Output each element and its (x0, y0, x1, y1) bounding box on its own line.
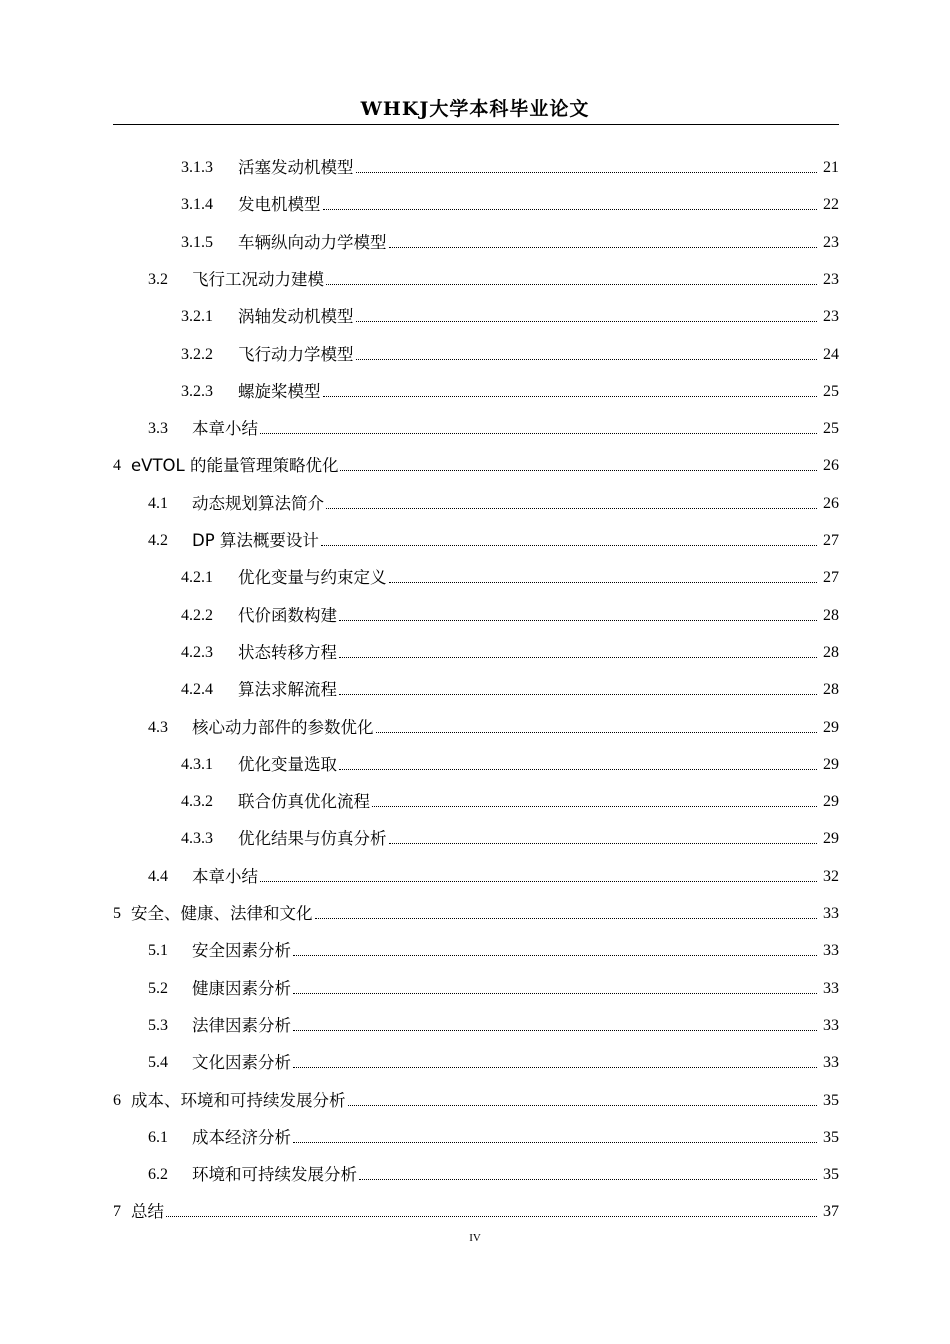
toc-dot-leader (339, 768, 817, 770)
toc-dot-leader (315, 917, 818, 919)
toc-entry-page: 25 (823, 382, 839, 400)
toc-entry-page: 23 (823, 233, 839, 251)
toc-entry-title: 状态转移方程 (238, 642, 337, 662)
toc-entry-title: 涡轴发动机模型 (238, 307, 354, 327)
toc-entry[interactable] (148, 1148, 839, 1185)
toc-entry-number: 7 (113, 1203, 121, 1221)
toc-entry-title: 飞行动力学模型 (238, 344, 354, 364)
toc-dot-leader (376, 731, 818, 733)
toc-entry-page: 21 (823, 159, 839, 176)
toc-entry[interactable] (181, 626, 839, 663)
toc-entry-title: 联合仿真优化流程 (238, 792, 370, 812)
toc-entry[interactable] (181, 551, 839, 588)
toc-entry-title: 车辆纵向动力学模型 (238, 232, 387, 252)
toc-entry-number: 6.2 (148, 1166, 168, 1184)
toc-entry-page: 27 (823, 532, 839, 549)
toc-entry-page: 26 (823, 457, 839, 475)
toc-entry-title: 本章小结 (192, 419, 258, 439)
toc-entry[interactable] (181, 141, 839, 178)
toc-entry-page: 29 (823, 793, 839, 811)
toc-dot-leader (389, 246, 818, 248)
toc-entry[interactable] (181, 775, 839, 812)
toc-entry[interactable] (148, 1111, 839, 1148)
toc-entry-page: 23 (823, 308, 839, 326)
toc-entry[interactable] (148, 701, 839, 738)
toc-entry-title: 核心动力部件的参数优化 (192, 717, 374, 737)
toc-entry-number: 6.1 (148, 1128, 168, 1146)
toc-entry-number: 4.2.2 (181, 606, 213, 624)
toc-entry-number: 4.2.3 (181, 643, 213, 661)
toc-entry-page: 33 (823, 1016, 839, 1034)
toc-entry[interactable] (181, 663, 839, 700)
toc-entry[interactable] (181, 328, 839, 365)
toc-dot-leader (356, 171, 818, 173)
toc-entry-title: 成本经济分析 (192, 1127, 291, 1147)
toc-entry-number: 5.2 (148, 979, 168, 997)
toc-entry[interactable] (113, 1074, 839, 1111)
toc-entry[interactable] (148, 1036, 839, 1073)
page-header-title: WHKJ大学本科毕业论文 (360, 98, 590, 120)
toc-entry-number: 4.2.1 (181, 569, 213, 587)
toc-entry[interactable] (148, 924, 839, 961)
toc-entry-page: 29 (823, 830, 839, 848)
toc-entry-title: 安全、健康、法律和文化 (131, 904, 313, 923)
toc-entry-title: 飞行工况动力建模 (192, 269, 324, 289)
toc-dot-leader (321, 544, 817, 546)
toc-entry[interactable] (181, 365, 839, 402)
toc-entry-title: 本章小结 (192, 866, 258, 886)
toc-entry[interactable] (181, 216, 839, 253)
toc-entry[interactable] (113, 887, 839, 924)
toc-entry-page: 28 (823, 681, 839, 699)
toc-entry[interactable] (148, 477, 839, 514)
toc-entry-page: 24 (823, 345, 839, 363)
toc-entry-page: 23 (823, 270, 839, 288)
toc-entry-number: 5 (113, 905, 121, 922)
toc-entry[interactable] (113, 439, 839, 476)
toc-dot-leader (348, 1104, 818, 1106)
toc-dot-leader (326, 283, 817, 285)
toc-entry[interactable] (148, 850, 839, 887)
toc-dot-leader (326, 507, 817, 509)
toc-entry[interactable] (148, 999, 839, 1036)
toc-entry-number: 3.2.1 (181, 308, 213, 326)
toc-dot-leader (293, 1141, 817, 1143)
toc-entry-number: 3.2.2 (181, 345, 213, 363)
toc-entry-number: 3.1.3 (181, 159, 213, 176)
toc-entry-number: 4 (113, 457, 121, 475)
toc-entry-title: DP 算法概要设计 (192, 531, 319, 550)
toc-entry[interactable] (181, 290, 839, 327)
toc-entry[interactable] (113, 1185, 839, 1222)
toc-entry-number: 3.2.3 (181, 382, 213, 400)
toc-entry-title: 安全因素分析 (192, 941, 291, 961)
toc-dot-leader (339, 693, 817, 695)
toc-entry-page: 26 (823, 494, 839, 512)
toc-entry-page: 29 (823, 755, 839, 773)
toc-entry-page: 33 (823, 905, 839, 922)
toc-entry-title: eVTOL 的能量管理策略优化 (131, 456, 339, 476)
toc-dot-leader (340, 469, 817, 471)
toc-entry-number: 4.3.2 (181, 793, 213, 811)
toc-dot-leader (389, 842, 818, 844)
toc-dot-leader (293, 1029, 817, 1031)
toc-entry-page: 37 (823, 1203, 839, 1221)
toc-entry-title: 代价函数构建 (238, 605, 337, 625)
toc-dot-leader (323, 208, 818, 210)
toc-dot-leader (339, 619, 817, 621)
toc-entry-title: 健康因素分析 (192, 978, 291, 998)
toc-entry-title: 环境和可持续发展分析 (192, 1165, 357, 1185)
toc-entry-page: 32 (823, 867, 839, 885)
toc-entry-page: 29 (823, 718, 839, 736)
toc-entry[interactable] (148, 402, 839, 439)
toc-entry-page: 25 (823, 420, 839, 438)
toc-entry-number: 3.3 (148, 420, 168, 438)
toc-entry-number: 4.3 (148, 718, 168, 736)
toc-dot-leader (293, 992, 817, 994)
toc-entry-number: 5.3 (148, 1016, 168, 1034)
toc-entry-page: 35 (823, 1166, 839, 1184)
toc-entry[interactable] (148, 253, 839, 290)
toc-entry-title: 算法求解流程 (238, 680, 337, 700)
toc-dot-leader (389, 581, 818, 583)
toc-entry-number: 4.4 (148, 867, 168, 885)
toc-entry-page: 35 (823, 1128, 839, 1146)
toc-entry-number: 4.1 (148, 494, 168, 512)
toc-entry[interactable] (181, 589, 839, 626)
toc-entry-title: 优化变量选取 (238, 754, 337, 774)
toc-dot-leader (339, 656, 817, 658)
toc-dot-leader (260, 880, 817, 882)
toc-entry-page: 22 (823, 196, 839, 214)
toc-dot-leader (293, 1066, 817, 1068)
toc-dot-leader (356, 358, 818, 360)
toc-dot-leader (293, 954, 817, 956)
toc-dot-leader (372, 805, 817, 807)
toc-entry-number: 4.2 (148, 532, 168, 549)
toc-dot-leader (166, 1215, 817, 1217)
toc-entry-number: 5.1 (148, 942, 168, 960)
toc-entry-title: 螺旋桨模型 (238, 381, 321, 401)
toc-entry-title: 总结 (131, 1202, 164, 1222)
toc-entry[interactable] (181, 738, 839, 775)
toc-entry-title: 动态规划算法简介 (192, 493, 324, 513)
toc-entry[interactable] (148, 514, 839, 551)
toc-entry-number: 4.3.3 (181, 830, 213, 848)
header-divider (113, 124, 839, 125)
toc-entry-title: 法律因素分析 (192, 1015, 291, 1035)
toc-entry-number: 3.1.5 (181, 233, 213, 251)
toc-entry-title: 发电机模型 (238, 195, 321, 215)
toc-entry[interactable] (181, 178, 839, 215)
toc-entry-title: 活塞发动机模型 (238, 158, 354, 177)
toc-entry-page: 33 (823, 979, 839, 997)
toc-entry-title: 优化变量与约束定义 (238, 568, 387, 588)
toc-entry-page: 33 (823, 942, 839, 960)
toc-entry-title: 成本、环境和可持续发展分析 (131, 1090, 346, 1110)
toc-entry-number: 6 (113, 1091, 121, 1109)
toc-entry[interactable] (181, 812, 839, 849)
toc-entry-page: 28 (823, 606, 839, 624)
toc-entry-title: 文化因素分析 (192, 1053, 291, 1073)
toc-entry-number: 3.2 (148, 270, 168, 288)
toc-entry-number: 4.3.1 (181, 755, 213, 773)
toc-entry-page: 27 (823, 569, 839, 587)
toc-entry-page: 28 (823, 643, 839, 661)
toc-entry-page: 35 (823, 1091, 839, 1109)
toc-entry-title: 优化结果与仿真分析 (238, 829, 387, 849)
toc-dot-leader (323, 395, 818, 397)
toc-entry-number: 3.1.4 (181, 196, 213, 214)
page-number: IV (469, 1232, 481, 1244)
toc-entry-number: 4.2.4 (181, 681, 213, 699)
toc-entry-page: 33 (823, 1054, 839, 1072)
toc-dot-leader (260, 432, 817, 434)
toc-dot-leader (359, 1178, 817, 1180)
toc-entry-number: 5.4 (148, 1054, 168, 1072)
toc-dot-leader (356, 320, 818, 322)
toc-entry[interactable] (148, 962, 839, 999)
